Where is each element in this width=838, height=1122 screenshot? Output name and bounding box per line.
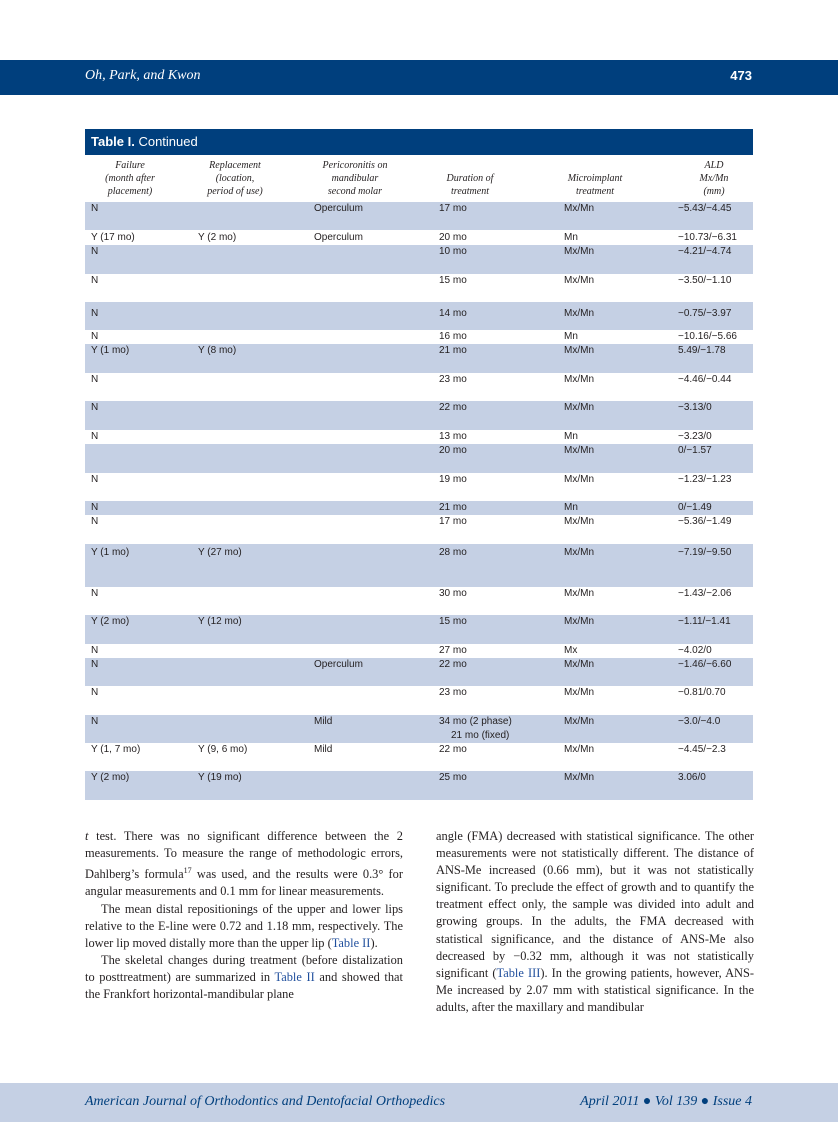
table-cell: −0.75/−3.97 xyxy=(678,308,732,319)
table-cell: N xyxy=(91,716,99,727)
journal-name: American Journal of Orthodontics and Dentofacial Orthopedics xyxy=(85,1094,446,1109)
table-cell: 15 mo xyxy=(439,616,467,627)
table-cell: Mx/Mn xyxy=(564,659,594,670)
table-column-headers xyxy=(85,159,753,201)
table-row xyxy=(85,444,753,473)
col-header-pericoronitis xyxy=(305,159,405,198)
table-row xyxy=(85,202,753,230)
table-cell: Y (27 mo) xyxy=(198,547,242,558)
table-cell: Mx/Mn xyxy=(564,275,594,286)
table-cell: N xyxy=(91,331,99,342)
table-cell: N xyxy=(91,402,99,413)
table-cell: N xyxy=(91,502,99,513)
table-cell: −0.81/0.70 xyxy=(678,687,726,698)
table-row xyxy=(85,715,753,743)
table-cell: Mx/Mn xyxy=(564,203,594,214)
table-cell: −3.23/0 xyxy=(678,431,712,442)
table-cell: Y (19 mo) xyxy=(198,772,242,783)
table-row xyxy=(85,501,753,515)
table-cell: Mx/Mn xyxy=(564,445,594,456)
table-cell: 27 mo xyxy=(439,645,467,656)
header-authors: Oh, Park, and Kwon xyxy=(85,68,201,83)
table-iii-link[interactable]: Table III xyxy=(496,965,541,980)
table-cell: N xyxy=(91,687,99,698)
table-cell: −4.02/0 xyxy=(678,645,712,656)
table-cell: 20 mo xyxy=(439,232,467,243)
table-cell: Operculum xyxy=(314,203,363,214)
table-cell: Y (17 mo) xyxy=(91,232,135,243)
table-cell: 20 mo xyxy=(439,445,467,456)
column-header-line: placement) xyxy=(107,186,153,197)
running-header xyxy=(0,60,838,95)
table-cell: Operculum xyxy=(314,232,363,243)
column-header-line: Duration of xyxy=(446,173,494,184)
table-row xyxy=(85,373,753,401)
table-cell: Mx/Mn xyxy=(564,402,594,413)
table-cell: 23 mo xyxy=(439,374,467,385)
table-cell: Mn xyxy=(564,431,578,442)
table-cell: Y (9, 6 mo) xyxy=(198,744,248,755)
table-row xyxy=(85,743,753,771)
table-cell: Mx/Mn xyxy=(564,687,594,698)
table-cell: Mx/Mn xyxy=(564,474,594,485)
col-header-replacement xyxy=(185,159,285,198)
table-cell: Y (8 mo) xyxy=(198,345,237,356)
column-header-line: period of use) xyxy=(207,186,263,197)
table-row xyxy=(85,644,753,658)
column-header-line: treatment xyxy=(451,186,489,197)
column-header-line: treatment xyxy=(576,186,614,197)
table-cell: −1.46/−6.60 xyxy=(678,659,732,670)
column-header-line: Failure xyxy=(115,160,145,171)
paragraph: t test. There was no significant difference between the 2 measurements. To measure the range of methodologic errors, Dahlberg’s formula$^{17}$ was used, and the results were 0.3° for angular measurements and 0.1 mm for linear measurements. xyxy=(85,829,404,899)
table-cell: Mn xyxy=(564,232,578,243)
table-cell: Mn xyxy=(564,502,578,513)
table-cell: 16 mo xyxy=(439,331,467,342)
table-cell: N xyxy=(91,474,99,485)
table-cell: Mx/Mn xyxy=(564,588,594,599)
table-row xyxy=(85,473,753,501)
table-ii-link[interactable]: Table II xyxy=(274,969,315,984)
paragraph: The mean distal repositionings of the upper and lower lips relative to the E-line were 0.72 and 1.18 mm, respectively. The lower lip moved distally more than the upper lip (Table II). xyxy=(85,901,403,950)
table-cell: 5.49/−1.78 xyxy=(678,345,726,356)
table-row xyxy=(85,587,753,615)
table-cell: Mx/Mn xyxy=(564,616,594,627)
table-cell: Mx/Mn xyxy=(564,716,594,727)
table-cell: 22 mo xyxy=(439,744,467,755)
table-row xyxy=(85,515,753,544)
table-cell: 15 mo xyxy=(439,275,467,286)
table-cell: Y (2 mo) xyxy=(91,772,130,783)
table-cell: Y (2 mo) xyxy=(91,616,130,627)
table-row xyxy=(85,686,753,715)
body-text-right-column xyxy=(436,828,754,1016)
table-cell: 28 mo xyxy=(439,547,467,558)
table-row xyxy=(85,344,753,373)
column-header-line: Pericoronitis on xyxy=(322,160,388,171)
table-row xyxy=(85,401,753,430)
table-cell: N xyxy=(91,431,99,442)
table-cell: −1.11/−1.41 xyxy=(678,616,731,627)
column-header-line: (location, xyxy=(215,173,255,184)
table-cell: N xyxy=(91,203,99,214)
table-cell: 17 mo xyxy=(439,203,467,214)
paragraph: The skeletal changes during treatment (before distalization to posttreatment) are summarized in Table II and showed that the Frankfort horizontal-mandibular plane xyxy=(85,952,403,1001)
table-label: Table I. xyxy=(91,134,135,149)
table-cell: −10.73/−6.31 xyxy=(678,232,737,243)
table-cell: −3.13/0 xyxy=(678,402,712,413)
table-title-bar xyxy=(85,129,753,155)
col-header-failure xyxy=(85,159,175,198)
table-ii-link[interactable]: Table II xyxy=(331,935,371,950)
table-cell: Mx/Mn xyxy=(564,547,594,558)
table-row xyxy=(85,771,753,800)
table-row xyxy=(85,274,753,302)
table-cell: Mn xyxy=(564,331,578,342)
column-header-line: ALD xyxy=(704,160,724,171)
table-cell: 21 mo (fixed) xyxy=(451,730,510,741)
table-cell: Mx/Mn xyxy=(564,744,594,755)
table-cell: Mx/Mn xyxy=(564,516,594,527)
table-cell: Y (1, 7 mo) xyxy=(91,744,141,755)
column-header-line: second molar xyxy=(327,186,383,197)
table-cell: −3.50/−1.10 xyxy=(678,275,732,286)
table-cell: N xyxy=(91,246,99,257)
table-cell: Mild xyxy=(314,716,333,727)
column-header-line: (mm) xyxy=(703,186,725,197)
table-cell: Mx/Mn xyxy=(564,772,594,783)
column-header-line: Microimplant xyxy=(567,173,623,184)
table-cell: 23 mo xyxy=(439,687,467,698)
table-cell: Y (1 mo) xyxy=(91,547,130,558)
table-cell: Mx/Mn xyxy=(564,345,594,356)
table-cell: 13 mo xyxy=(439,431,467,442)
table-cell: Mx xyxy=(564,645,578,656)
paragraph: angle (FMA) decreased with statistical significance. The other measurements were not statistically different. The distance of ANS-Me increased (0.66 mm), but it was not statistically significant. To preclude the effect of growth and to quantify the treatment effect only, the sample was divided into adult and growing groups. In the adults, the FMA decreased with statistical significance, and the distance of ANS-Me also decreased by −0.32 mm, although it was not statistically significant (Table III). In the growing patients, however, ANS-Me increased by 2.07 mm with statistical significance. In the adults, after the maxillary and mandibular xyxy=(436,829,754,1014)
column-header-line: (month after xyxy=(105,173,155,184)
column-header-line: Mx/Mn xyxy=(699,173,729,184)
table-cell: −1.23/−1.23 xyxy=(678,474,732,485)
table-row xyxy=(85,245,753,274)
table-cell: 21 mo xyxy=(439,345,467,356)
table-cell: −5.36/−1.49 xyxy=(678,516,732,527)
running-footer xyxy=(0,1083,838,1122)
table-cell: Mild xyxy=(314,744,333,755)
table-cell: Y (2 mo) xyxy=(198,232,237,243)
table-title xyxy=(91,134,198,149)
table-cell: −4.46/−0.44 xyxy=(678,374,732,385)
table-cell: −4.21/−4.74 xyxy=(678,246,732,257)
table-cell: 3.06/0 xyxy=(678,772,706,783)
table-cell: 10 mo xyxy=(439,246,467,257)
column-header-line: mandibular xyxy=(331,173,379,184)
table-cell: 22 mo xyxy=(439,659,467,670)
table-row xyxy=(85,544,753,587)
table-cell: Operculum xyxy=(314,659,363,670)
table-cell: −10.16/−5.66 xyxy=(678,331,737,342)
table-cell: 0/−1.49 xyxy=(678,502,712,513)
table-cell: 19 mo xyxy=(439,474,467,485)
table-cell: N xyxy=(91,374,99,385)
table-cell: Mx/Mn xyxy=(564,374,594,385)
table-row xyxy=(85,231,753,245)
table-cell: −7.19/−9.50 xyxy=(678,547,732,558)
table-cell: −1.43/−2.06 xyxy=(678,588,732,599)
table-cell: N xyxy=(91,588,99,599)
table-caption: Continued xyxy=(138,134,198,149)
table-row xyxy=(85,302,753,330)
table-row xyxy=(85,330,753,344)
table-cell: N xyxy=(91,516,99,527)
table-cell: 34 mo (2 phase) xyxy=(439,716,512,727)
col-header-microimplant xyxy=(550,172,640,198)
body-text-left-column xyxy=(85,828,403,1003)
table-cell: 14 mo xyxy=(439,308,467,319)
table-cell: 22 mo xyxy=(439,402,467,413)
table-row xyxy=(85,658,753,686)
table-cell: 30 mo xyxy=(439,588,467,599)
table-row xyxy=(85,615,753,644)
table-cell: −3.0/−4.0 xyxy=(678,716,721,727)
table-cell: −5.43/−4.45 xyxy=(678,203,732,214)
table-cell: N xyxy=(91,308,99,319)
col-header-duration xyxy=(430,172,510,198)
table-cell: −4.45/−2.3 xyxy=(678,744,726,755)
table-cell: 25 mo xyxy=(439,772,467,783)
table-cell: N xyxy=(91,275,99,286)
table-cell: N xyxy=(91,659,99,670)
issue-info: April 2011 ● Vol 139 ● Issue 4 xyxy=(580,1094,752,1109)
table-cell: N xyxy=(91,645,99,656)
column-header-line: Replacement xyxy=(209,160,261,171)
table-cell: 17 mo xyxy=(439,516,467,527)
page-number: 473 xyxy=(730,68,752,83)
col-header-ald xyxy=(675,159,753,198)
table-row xyxy=(85,430,753,444)
table-cell: Mx/Mn xyxy=(564,246,594,257)
table-cell: Y (1 mo) xyxy=(91,345,130,356)
table-cell: Mx/Mn xyxy=(564,308,594,319)
table-cell: Y (12 mo) xyxy=(198,616,242,627)
table-cell: 0/−1.57 xyxy=(678,445,712,456)
table-cell: 21 mo xyxy=(439,502,467,513)
